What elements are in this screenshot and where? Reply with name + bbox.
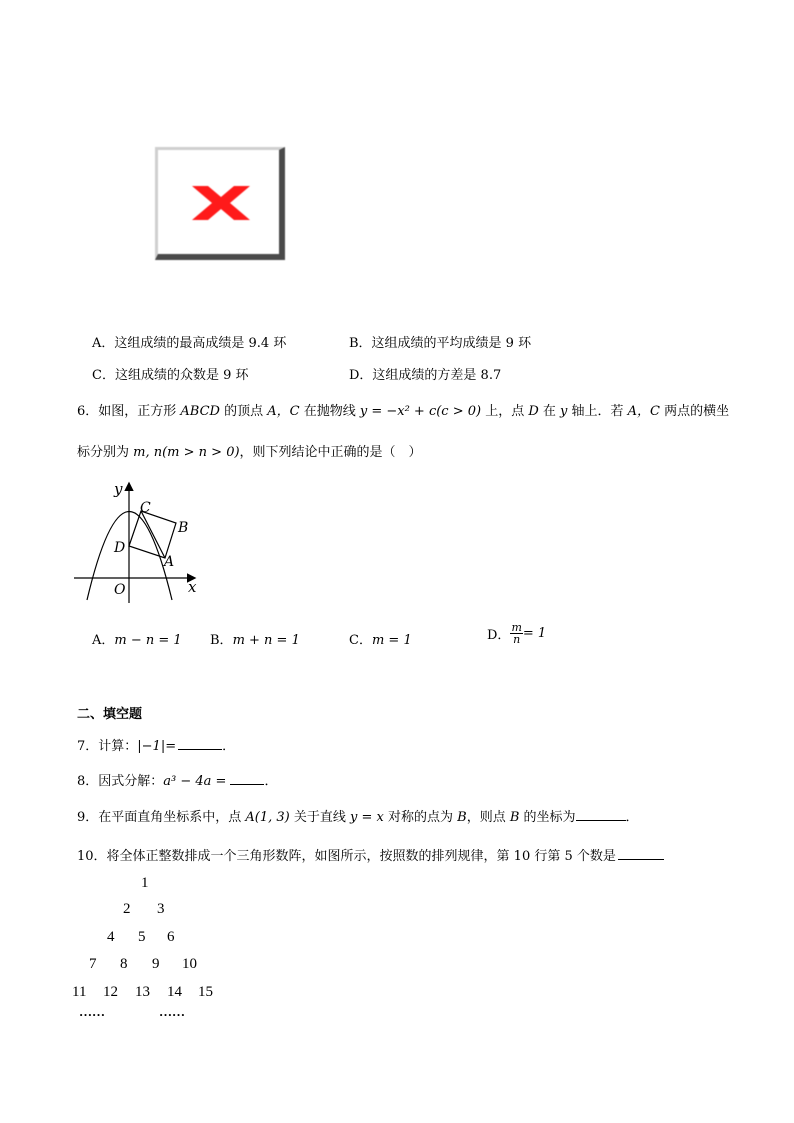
- triangle-cell: 3: [157, 901, 165, 917]
- q5-option-d: D．这组成绩的方差是 8.7: [349, 368, 502, 383]
- q7: 7．计算：|−1|= ．: [77, 735, 235, 754]
- q5-option-a: A．这组成绩的最高成绩是 9.4 环: [92, 336, 287, 351]
- label-c: C: [140, 500, 151, 516]
- triangle-ellipsis-left: ……: [79, 1004, 105, 1019]
- q6-option-a: A．m − n = 1: [92, 633, 182, 648]
- triangle-cell: 6: [167, 929, 175, 945]
- q9: 9．在平面直角坐标系中，点 A(1, 3) 关于直线 y = x 对称的点为 B，则点 B 的坐标为 ．: [77, 806, 639, 825]
- triangle-cell: 10: [182, 956, 197, 972]
- q5-option-c: C．这组成绩的众数是 9 环: [92, 368, 249, 383]
- triangle-row-1: 1: [141, 875, 149, 891]
- q6-option-d: D． $\frac{m}{n}$ = 1: [487, 621, 547, 646]
- q6-option-b: B．m + n = 1: [210, 633, 300, 648]
- q9-answer-blank[interactable]: [576, 807, 626, 821]
- fraction-m-over-n: $\frac{m}{n}$: [511, 621, 522, 646]
- q5-option-b: B．这组成绩的平均成绩是 9 环: [349, 336, 532, 351]
- triangle-cell: 15: [198, 984, 213, 1000]
- label-d: D: [114, 540, 126, 556]
- broken-image-icon: [186, 178, 256, 228]
- q8-answer-blank[interactable]: [230, 771, 264, 785]
- triangle-row-5: 11: [72, 984, 87, 1000]
- label-b: B: [178, 520, 189, 536]
- q10: 10．将全体正整数排成一个三角形数阵，如图所示，按照数的排列规律，第 10 行第 5 个数是: [77, 845, 664, 864]
- q7-answer-blank[interactable]: [178, 736, 222, 750]
- triangle-row-3: 4: [107, 929, 115, 945]
- triangle-ellipsis-right: ……: [159, 1004, 185, 1019]
- q6-figure: [72, 478, 207, 606]
- label-o: O: [114, 582, 126, 598]
- q6-line-2: 标分别为 m, n(m > n > 0)，则下列结论中正确的是（ ）: [77, 445, 422, 460]
- triangle-cell: 13: [135, 984, 150, 1000]
- triangle-cell: 14: [167, 984, 182, 1000]
- q8: 8．因式分解：a³ − 4a = ．: [77, 770, 277, 789]
- triangle-row-4: 7: [89, 956, 97, 972]
- label-y: y: [114, 480, 123, 498]
- label-x: x: [188, 578, 197, 596]
- q6-option-c: C．m = 1: [349, 633, 412, 648]
- triangle-cell: 8: [120, 956, 128, 972]
- q10-answer-blank[interactable]: [618, 846, 664, 860]
- triangle-row-2: 2: [123, 901, 131, 917]
- triangle-cell: 5: [138, 929, 146, 945]
- section-title: 二、填空题: [77, 707, 143, 722]
- label-a: A: [164, 554, 175, 570]
- broken-image-placeholder: [155, 147, 285, 260]
- triangle-cell: 9: [152, 956, 160, 972]
- q6-line-1: 6．如图，正方形 ABCD 的顶点 A，C 在抛物线 y = −x² + c(c > 0) 上，点 D 在 y 轴上．若 A，C 两点的横坐: [77, 404, 730, 419]
- triangle-cell: 12: [103, 984, 118, 1000]
